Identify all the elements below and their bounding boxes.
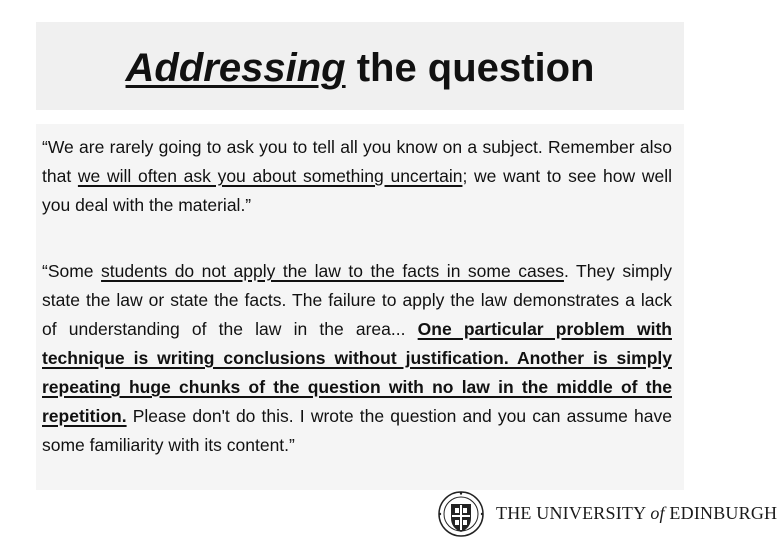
quote1-text-1: “We are rarely going to ask you to tell all you know on a subject. Remember also that (42, 137, 672, 186)
quote2-text-2: . They simply state the law or state the facts. The failure to apply the law demonstrates a lack of understanding of the law in the area... (42, 261, 672, 339)
university-name-pre: THE UNIVERSITY (496, 503, 651, 523)
slide-title (36, 46, 684, 91)
university-name-post: EDINBURGH (664, 503, 777, 523)
university-name-of: of (650, 503, 665, 523)
quote-paragraph-1 (42, 133, 672, 220)
quote-paragraph-2 (42, 257, 672, 460)
quote1-text-2: ; we want to see how well you deal with the material.” (42, 166, 672, 215)
title-emphasis: Addressing (125, 46, 346, 90)
title-area (36, 22, 684, 110)
university-logo (430, 490, 777, 538)
quote2-underlined-bold: One particular problem with technique is writing conclusions without justification. Another is simply repeating huge chunks of the question with no law in the middle of the repetition. (42, 319, 672, 426)
university-name (496, 503, 777, 524)
quote2-underlined-1: students do not apply the law to the facts in some cases (101, 261, 564, 281)
university-crest-icon (432, 490, 490, 538)
title-rest: the question (345, 46, 595, 90)
quote1-underlined: we will often ask you about something uncertain (77, 166, 463, 186)
quote2-text-3: Please don't do this. I wrote the question and you can assume have some familiarity with its content.” (42, 406, 672, 455)
quote2-text-1: “Some (42, 261, 102, 281)
